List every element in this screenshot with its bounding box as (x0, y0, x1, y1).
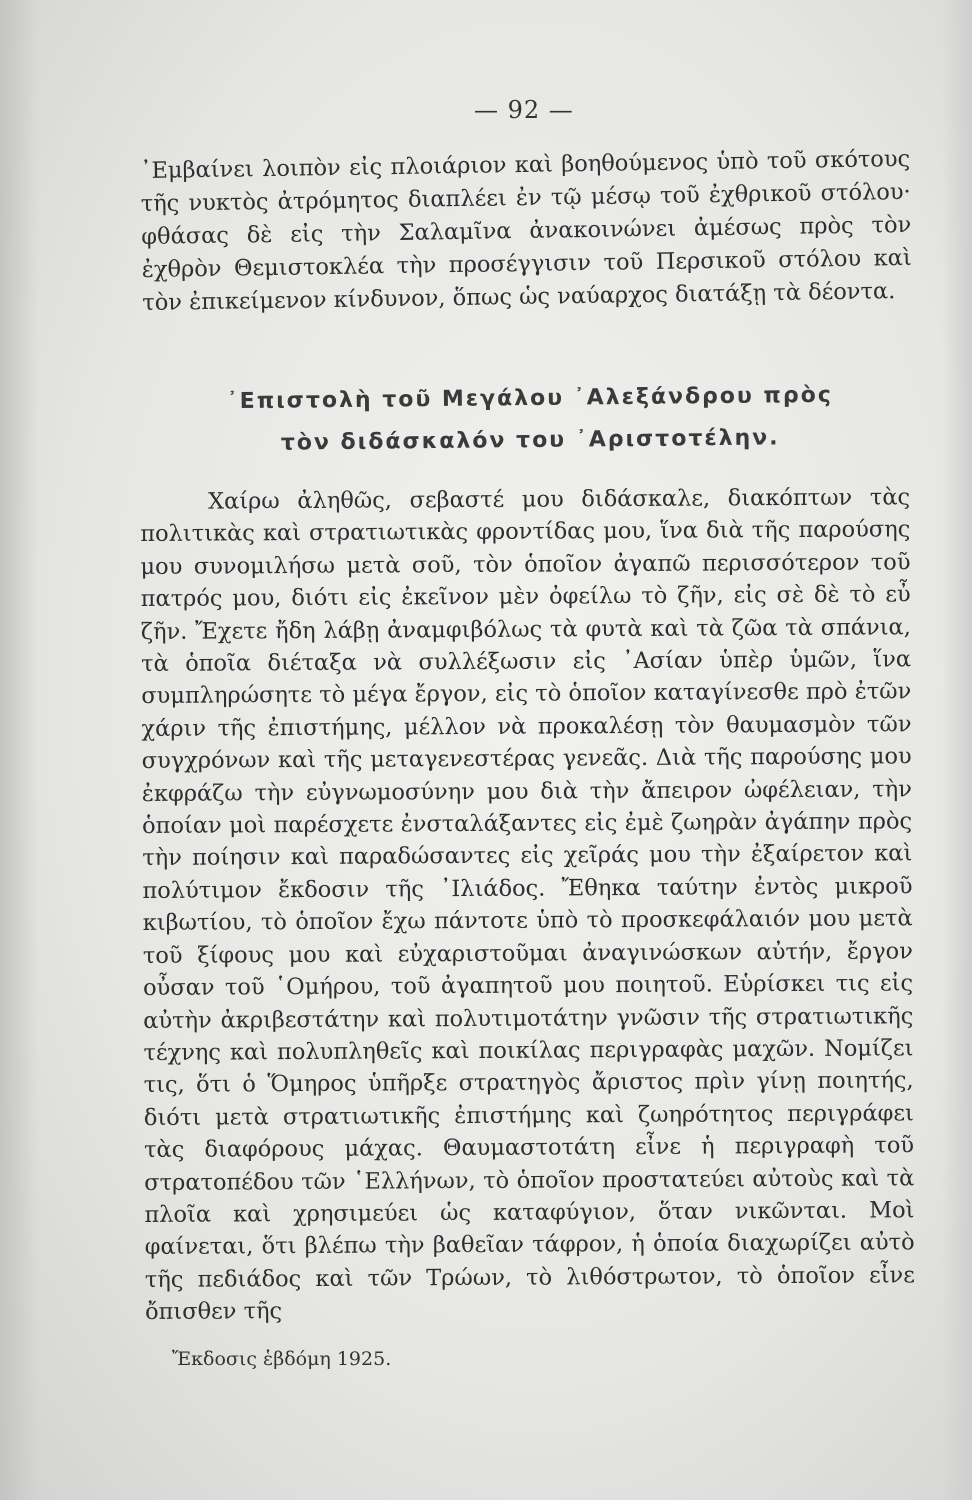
letter-heading-line-1: ᾿Επιστολὴ τοῦ Μεγάλου ᾿Αλεξάνδρου πρὸς (226, 382, 833, 415)
letter-heading-line-2: τὸν διδάσκαλόν του ᾿Αριστοτέλην. (280, 425, 780, 456)
intro-paragraph-text: ᾿Εμβαίνει λοιπὸν εἰς πλοιάριον καὶ βοηθούμενος ὑπὸ τοῦ σκότους τῆς νυκτὸς ἀτρόμητος διαπλέει ἐν τῷ μέσῳ τοῦ ἐχθρικοῦ στόλου· φθάσας δὲ εἰς τὴν Σαλαμῖνα ἀνακοινώνει ἀμέσως πρὸς τὸν ἐχθρὸν Θεμιστοκλέα τὴν προσέγγισιν τοῦ Περσικοῦ στόλου καὶ τὸν ἐπικείμενον κίνδυνον, ὅπως ὡς ναύαρχος διατάξῃ τὰ δέοντα. (140, 145, 912, 316)
page-number: — 92 — (474, 96, 574, 124)
letter-heading (150, 374, 911, 466)
page-shadow-left (0, 0, 38, 1500)
intro-paragraph (140, 143, 912, 320)
letter-body (140, 481, 915, 1328)
letter-paragraph-text: Χαίρω ἀληθῶς, σεβαστέ μου διδάσκαλε, διακόπτων τὰς πολιτικὰς καὶ στρατιωτικὰς φροντίδας μου, ἵνα διὰ τῆς παρούσης μου συνομιλήσω μετὰ σοῦ, τὸν ὁποῖον ἀγαπῶ περισσότερον τοῦ πατρός μου, διότι εἰς ἐκεῖνον μὲν ὀφείλω τὸ ζῆν, εἰς σὲ δὲ τὸ εὖ ζῆν. Ἔχετε ἤδη λάβῃ ἀναμφιβόλως τὰ φυτὰ καὶ τὰ ζῶα τὰ σπάνια, τὰ ὁποῖα διέταξα νὰ συλλέξωσιν εἰς ᾿Ασίαν ὑπὲρ ὑμῶν, ἵνα συμπληρώσητε τὸ μέγα ἔργον, εἰς τὸ ὁποῖον καταγίνεσθε πρὸ ἐτῶν χάριν τῆς ἐπιστήμης, μέλλον νὰ προκαλέσῃ τὸν θαυμασμὸν τῶν συγχρόνων καὶ τῆς μεταγενεστέρας γενεᾶς. Διὰ τῆς παρούσης μου ἐκφράζω τὴν εὐγνωμοσύνην μου διὰ τὴν ἄπειρον ὠφέλειαν, τὴν ὁποίαν μοὶ παρέσχετε ἐνσταλάξαντες εἰς ἐμὲ ζωηρὰν ἀγάπην πρὸς τὴν ποίησιν καὶ παραδώσαντες εἰς χεῖράς μου τὴν ἐξαίρετον καὶ πολύτιμον ἔκδοσιν τῆς ᾿Ιλιάδος. Ἔθηκα ταύτην ἐντὸς μικροῦ κιβωτίου, τὸ ὁποῖον ἔχω πάντοτε ὑπὸ τὸ προσκεφάλαιόν μου μετὰ τοῦ ξίφους μου καὶ εὐχαριστοῦμαι ἀναγινώσκων αὐτήν, ἔργον οὖσαν τοῦ ῾Ομήρου, τοῦ ἀγαπητοῦ μου ποιητοῦ. Εὑρίσκει τις εἰς αὐτὴν ἀκριβεστάτην καὶ πολυτιμοτάτην γνῶσιν τῆς στρατιωτικῆς τέχνης καὶ πολυπληθεῖς καὶ ποικίλας περιγραφὰς μαχῶν. Νομίζει τις, ὅτι ὁ Ὅμηρος ὑπῆρξε στρατηγὸς ἄριστος πρὶν γίνῃ ποιητής, διότι μετὰ στρατιωτικῆς ἐπιστήμης καὶ ζωηρότητος περιγράφει τὰς διαφόρους μάχας. Θαυμαστοτάτη εἶνε ἡ περιγραφὴ τοῦ στρατοπέδου τῶν ῾Ελλήνων, τὸ ὁποῖον προστατεύει αὐτοὺς καὶ τὰ πλοῖα καὶ χρησιμεύει ὡς καταφύγιον, ὅταν νικῶνται. Μοὶ φαίνεται, ὅτι βλέπω τὴν βαθεῖαν τάφρον, ἡ ὁποία διαχωρίζει αὐτὸ τῆς πεδιάδος καὶ τῶν Τρώων, τὸ λιθόστρωτον, τὸ ὁποῖον εἶνε ὄπισθεν τῆς (140, 484, 915, 1326)
edition-note: Ἔκδοσις ἑβδόμη 1925. (172, 1348, 392, 1370)
page-shadow-right (942, 0, 972, 1500)
